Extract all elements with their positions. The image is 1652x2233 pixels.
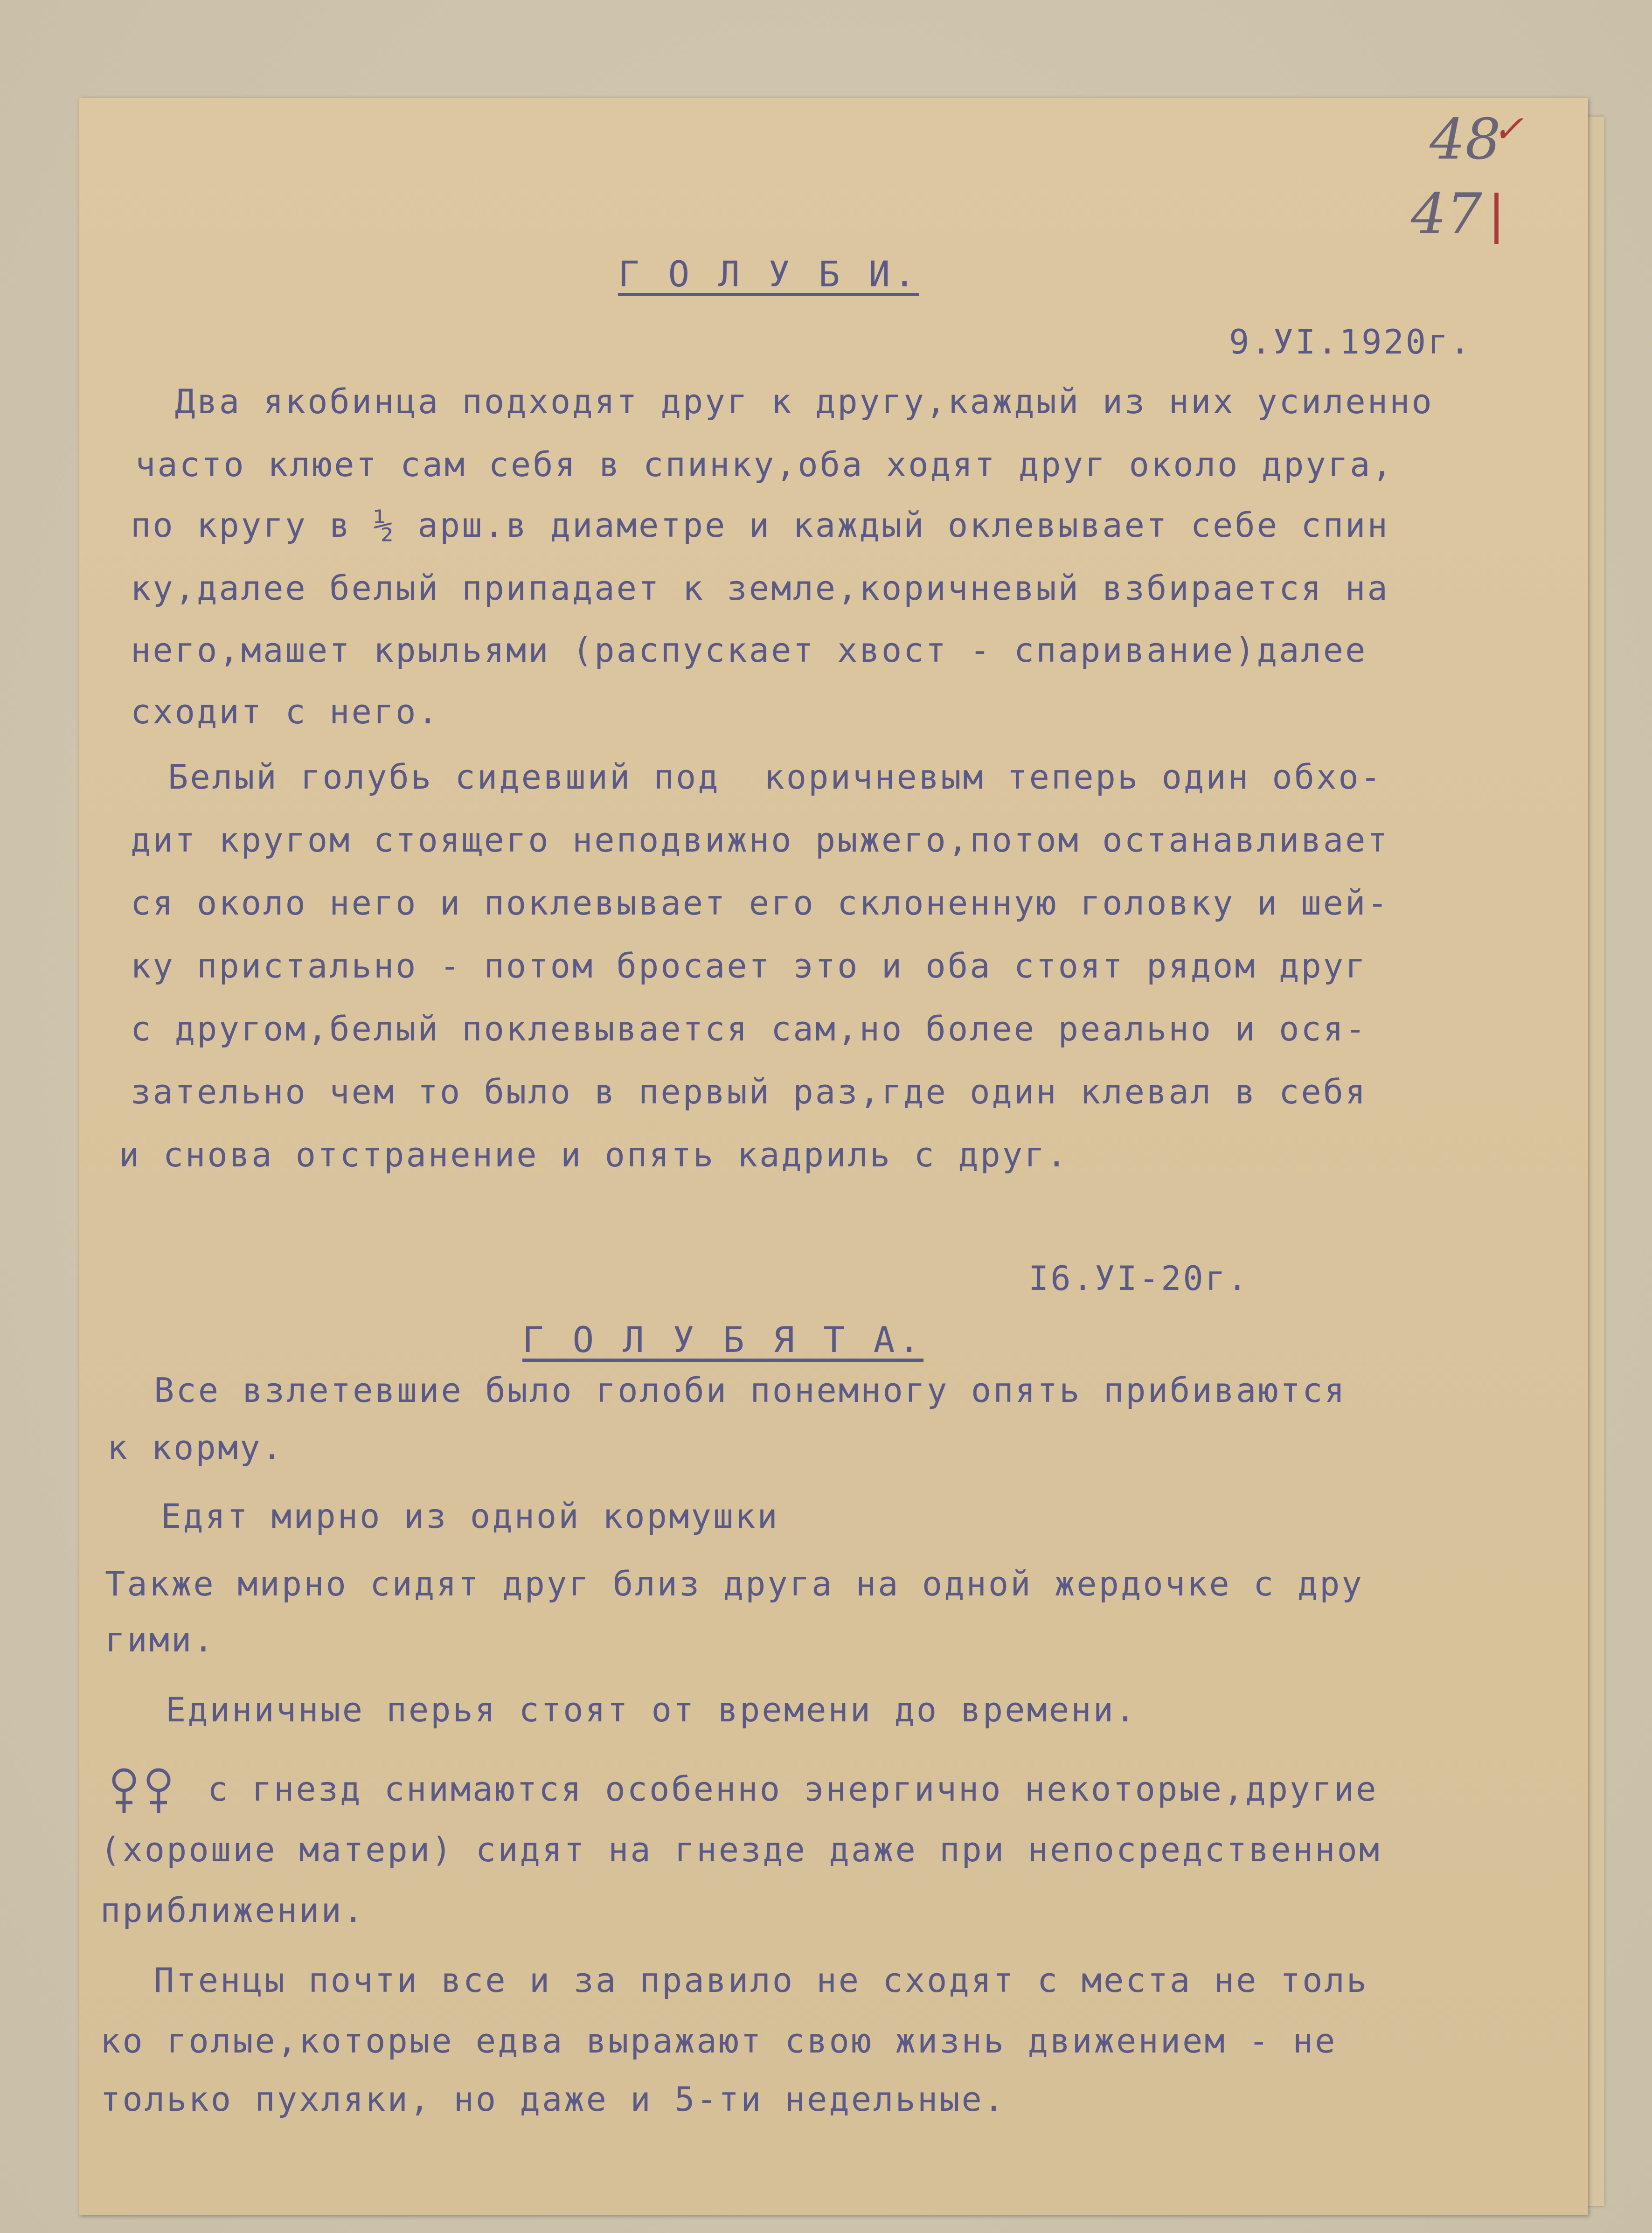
section2-date: I6.УI-20г. <box>1028 1259 1249 1298</box>
section2-line-2: к корму. <box>107 1428 284 1467</box>
section2-line-1: Все взлетевшие было голоби понемногу опять прибиваются <box>154 1371 1347 1410</box>
section2-line-6: Единичные перья стоят от времени до времени. <box>166 1690 1138 1729</box>
section1-line-6: сходит с него. <box>131 692 440 731</box>
section1-line-7: Белый голубь сидевший под коричневым теперь один обхо- <box>168 757 1383 797</box>
section1-line-5: него,машет крыльями (распускает хвост - спаривание)далее <box>131 631 1367 670</box>
female-symbols-icon <box>106 1765 181 1817</box>
section1-line-1: Два якобинца подходят друг к другу,каждый из них усиленно <box>175 382 1434 421</box>
folio-mark-bottom: | <box>1488 184 1506 244</box>
section1-line-2: часто клюет сам себя в спинку,оба ходят друг около друга, <box>135 445 1394 484</box>
folio-number-top: 48 <box>1430 107 1501 172</box>
typed-page <box>79 98 1588 2215</box>
section2-line-11: ко голые,которые едва выражают свою жизнь движением - не <box>100 2021 1337 2060</box>
section2-line-8: (хорошие матери) сидят на гнезде даже при непосредственном <box>100 1830 1381 1869</box>
section2-title: Г О Л У Б Я Т А. <box>522 1319 924 1360</box>
section1-title: Г О Л У Б И. <box>618 253 919 295</box>
section1-line-12: зательно чем то было в первый раз,где один клевал в себя <box>131 1072 1367 1111</box>
section1-line-4: ку,далее белый припадает к земле,коричневый взбирается на <box>131 569 1389 608</box>
folio-mark-top: ✓ <box>1492 107 1524 151</box>
section1-date: 9.УI.1920г. <box>1229 322 1472 361</box>
section1-line-11: с другом,белый поклевывается сам,но более реально и ося- <box>131 1009 1367 1048</box>
section1-line-8: дит кругом стоящего неподвижно рыжего,потом останавливает <box>131 820 1389 860</box>
section2-line-9: приближении. <box>100 1891 366 1930</box>
section1-line-3: по кругу в ½ арш.в диаметре и каждый оклевывает себе спин <box>131 506 1389 545</box>
section1-line-9: ся около него и поклевывает его склоненную головку и шей- <box>131 883 1389 922</box>
section2-line-7: с гнезд снимаются особенно энергично некоторые,другие <box>208 1769 1378 1809</box>
section2-line-4: Также мирно сидят друг близ друга на одной жердочке с дру <box>105 1564 1364 1603</box>
section2-line-3: Едят мирно из одной кормушки <box>161 1497 779 1536</box>
section1-line-10: ку пристально - потом бросает это и оба стоят рядом друг <box>131 946 1367 985</box>
folio-number-bottom: 47 <box>1411 182 1482 247</box>
section2-line-10: Птенцы почти все и за правило не сходят с места не толь <box>154 1961 1369 2000</box>
section1-line-13: и снова отстранение и опять кадриль с друг. <box>119 1135 1069 1174</box>
section2-line-12: только пухляки, но даже и 5-ти недельные. <box>100 2080 1006 2119</box>
section2-line-5: гими. <box>105 1620 215 1659</box>
